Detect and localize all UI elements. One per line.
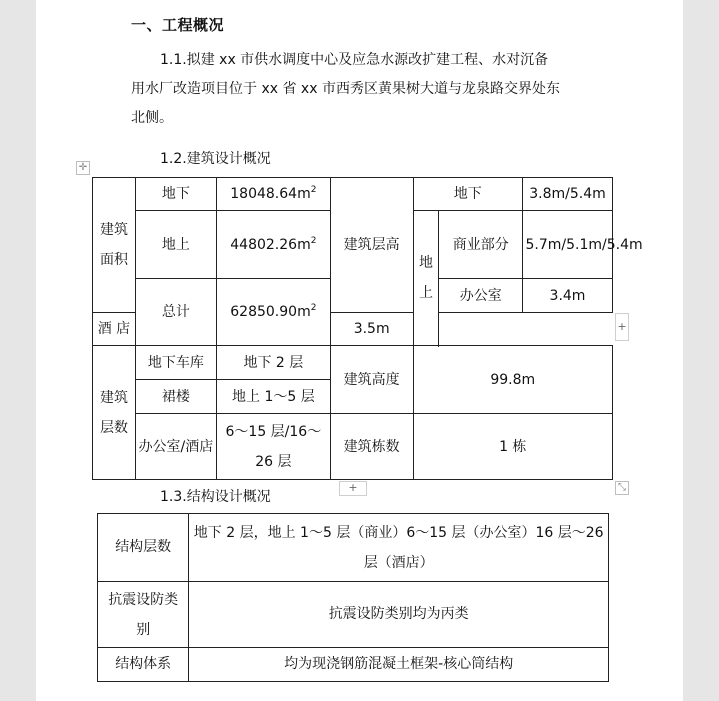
cell: 6～15 层/16～26 层 <box>216 414 330 480</box>
floor-height-label-cell: 建筑层高 <box>330 178 413 313</box>
cell: 地下车库 <box>135 346 216 380</box>
section-heading: 一、工程概况 <box>131 16 225 34</box>
table-row-label: 抗震设防类别 <box>98 582 189 648</box>
area-value-cell: $18048.64m^2$ <box>216 178 330 211</box>
area-value-cell: $62850.90m^2$ <box>216 279 330 346</box>
paragraph-line-3: 北侧。 <box>131 110 173 126</box>
paragraph-line-2: 用水厂改造项目位于 xx 省 xx 市西秀区黄果树大道与龙泉路交界处东 <box>131 81 560 97</box>
table-row-label: 结构层数 <box>98 514 189 582</box>
table-row-label: 结构体系 <box>98 648 189 682</box>
subsection-title-1-2: 1.2.建筑设计概况 <box>160 151 271 167</box>
cell: 3.4m <box>522 279 612 313</box>
cell: 总计 <box>135 279 216 346</box>
cell: 3.8m/5.4m <box>522 178 612 211</box>
paragraph-line-1: 1.1.拟建 xx 市供水调度中心及应急水源改扩建工程、水对沉备 <box>160 52 549 68</box>
table-row-value: 抗震设防类别均为丙类 <box>189 582 609 648</box>
buildings-value-cell: 1 栋 <box>413 414 612 480</box>
area-label-cell: 建筑面积 <box>93 178 136 313</box>
height-label-cell: 建筑高度 <box>330 346 413 414</box>
table-resize-handle-icon[interactable]: ⤡ <box>615 481 629 495</box>
area-value-cell: $44802.26m^2$ <box>216 211 330 279</box>
cell: 裙楼 <box>135 380 216 414</box>
cell: 5.7m/5.1m/5.4m <box>522 211 612 279</box>
subsection-title-1-3: 1.3.结构设计概况 <box>160 489 271 505</box>
table-row-value: 均为现浇钢筋混凝土框架-核心筒结构 <box>189 648 609 682</box>
cell: 商业部分 <box>439 211 523 279</box>
cell: 3.5m <box>330 313 413 346</box>
add-row-button[interactable]: + <box>339 481 367 496</box>
cell: 地下 <box>135 178 216 211</box>
cell: 地上 <box>135 211 216 279</box>
cell: 办公室/酒店 <box>135 414 216 480</box>
paragraph-1-1 <box>131 46 591 133</box>
cell: 地下 <box>413 178 522 211</box>
architecture-table <box>92 177 643 480</box>
structure-table <box>97 513 609 682</box>
table-move-handle-icon[interactable]: ✛ <box>76 161 90 175</box>
floors-label-cell: 建筑层数 <box>93 346 136 480</box>
cell: 地上 1～5 层 <box>216 380 330 414</box>
cell: 地下 2 层 <box>216 346 330 380</box>
cell: 酒 店 <box>93 313 136 346</box>
table-row-value: 地下 2 层，地上 1～5 层（商业）6～15 层（办公室）16 层～26 层（酒店） <box>189 514 609 582</box>
above-label-cell: 地上 <box>413 211 439 346</box>
cell: 办公室 <box>439 279 523 313</box>
add-column-button[interactable]: + <box>615 313 629 341</box>
buildings-label-cell: 建筑栋数 <box>330 414 413 480</box>
height-value-cell: 99.8m <box>413 346 612 414</box>
